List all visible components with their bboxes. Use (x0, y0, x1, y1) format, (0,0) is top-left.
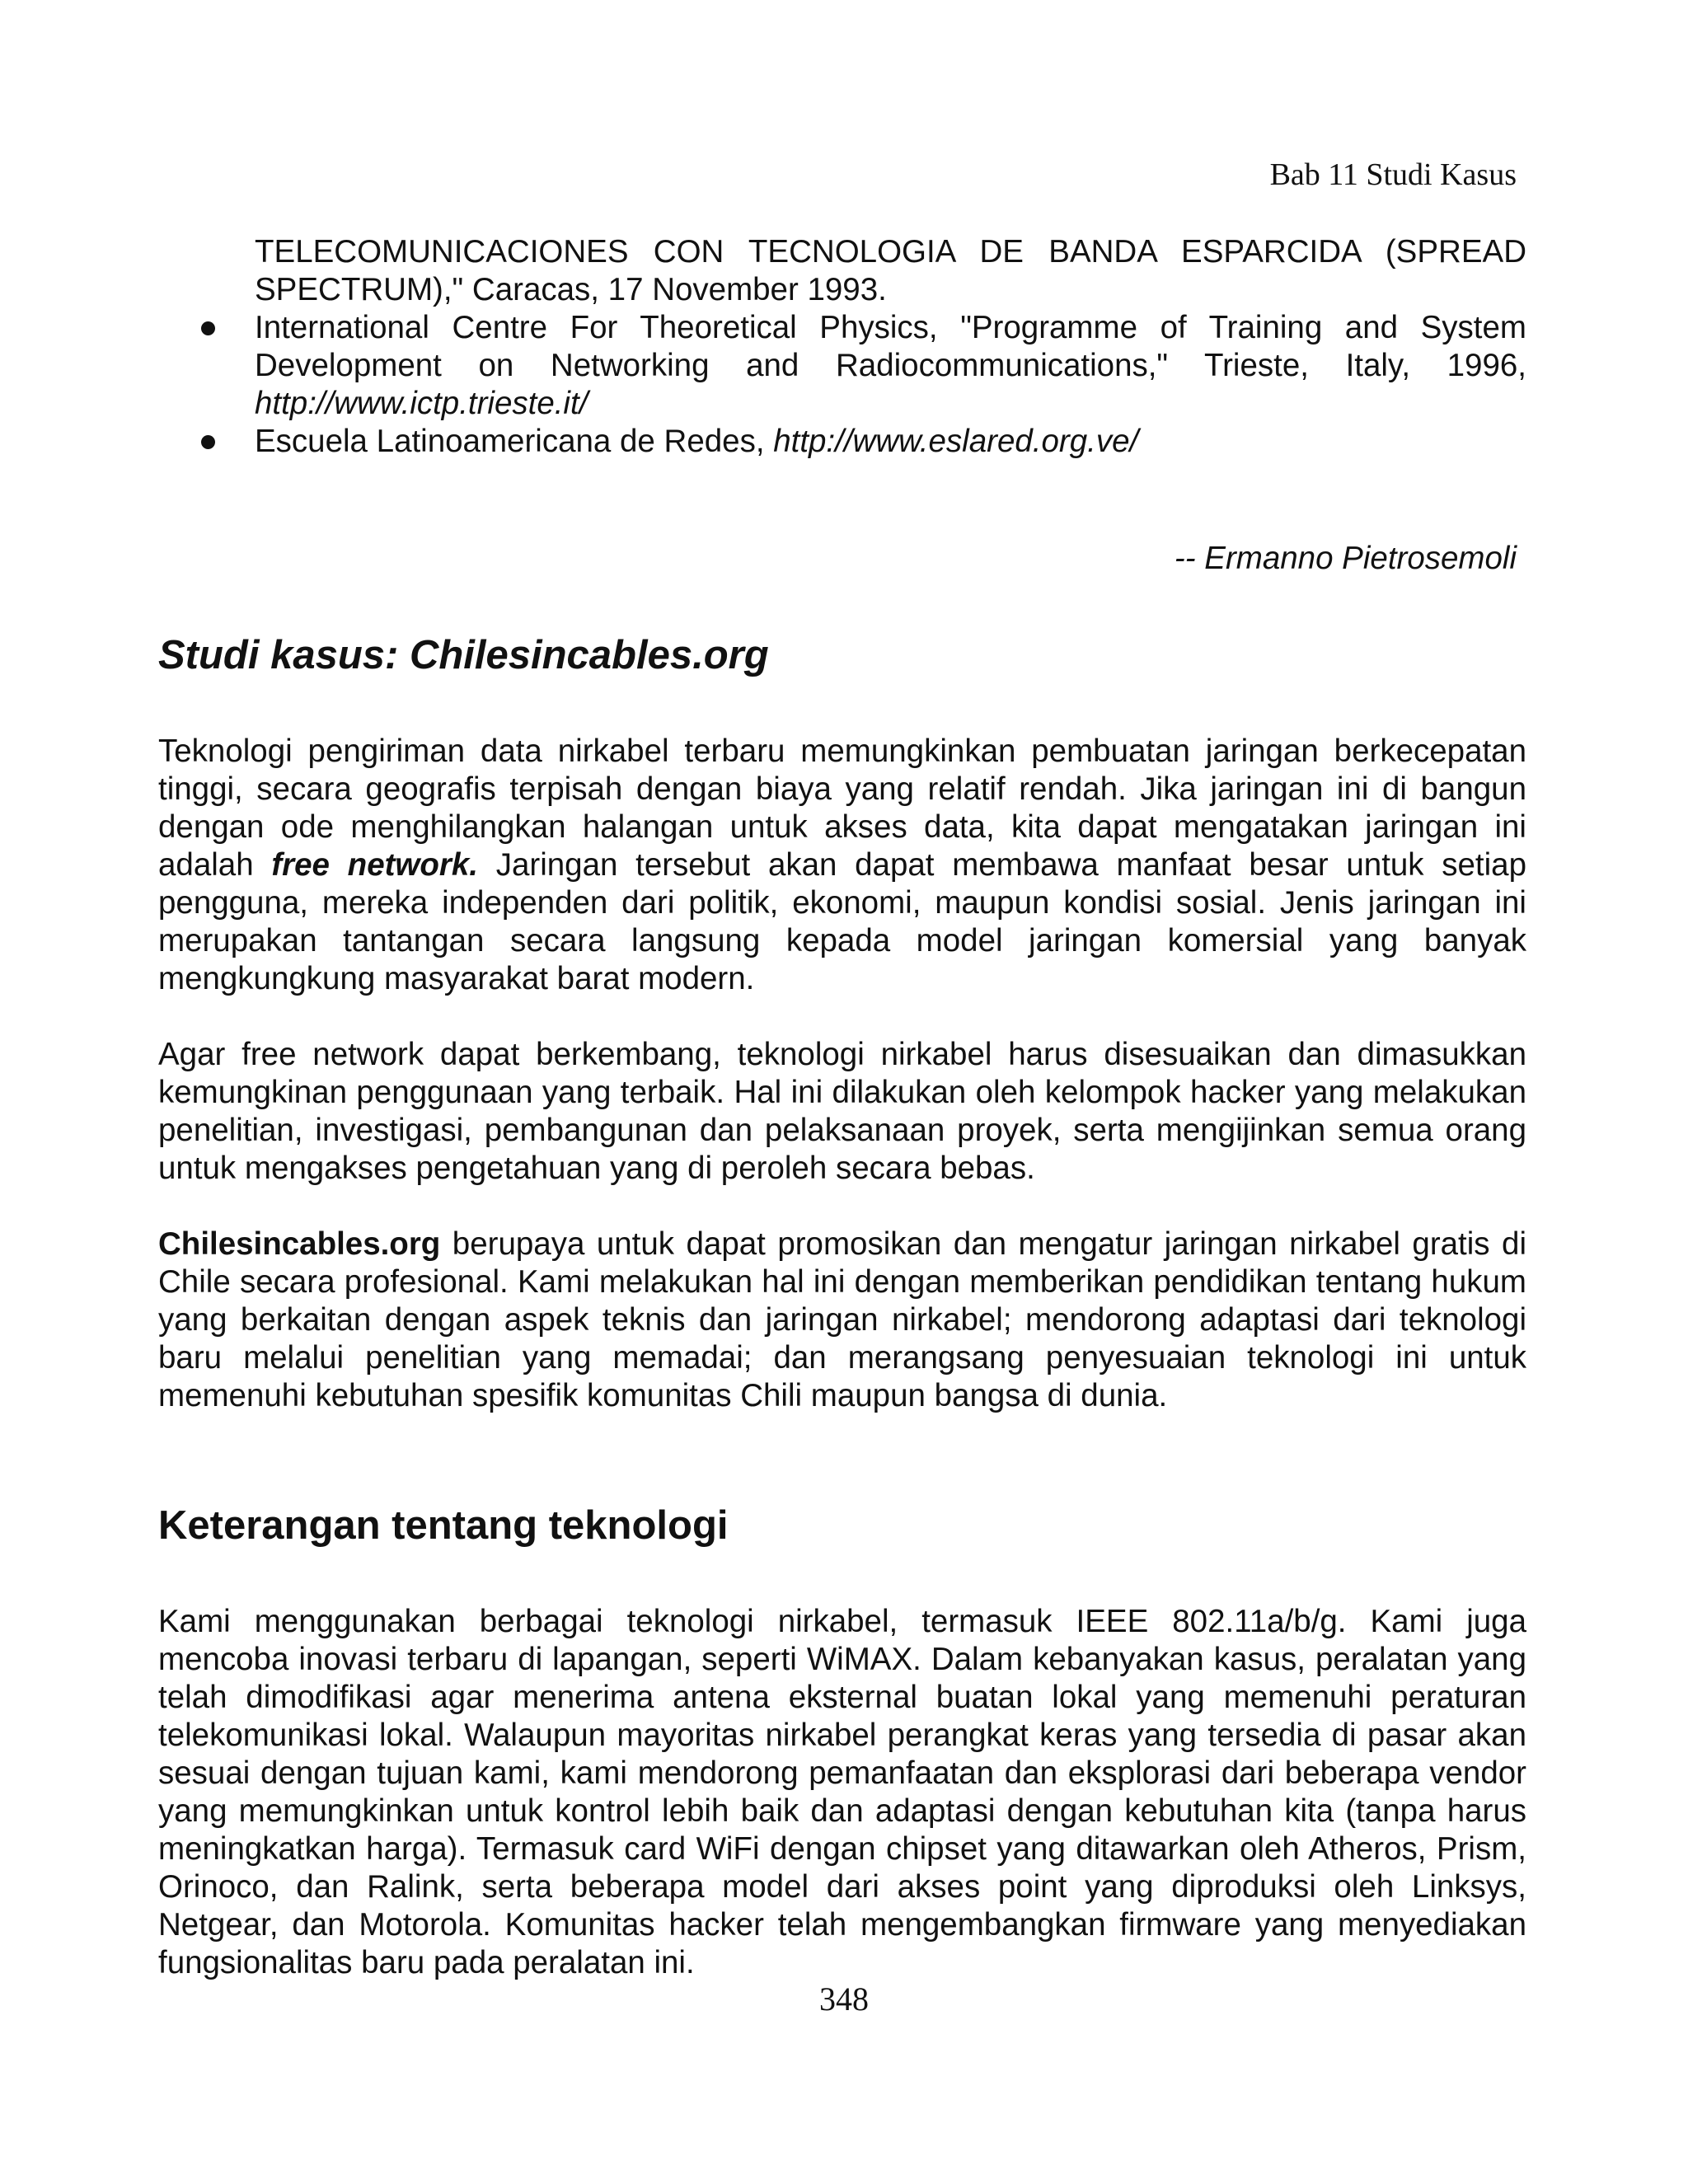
paragraph-text: Teknologi pengiriman data nirkabel terbaru memungkinkan pembuatan jaringan berkecepatan tinggi, secara geografis terpisah dengan biaya yang relatif rendah. Jika jaringan ini di bangun dengan ode menghilangkan halangan untuk akses data, kita dapat mengatakan jaringan ini adalah (158, 733, 1526, 883)
paragraph-text: Jaringan tersebut akan dapat membawa manfaat besar untuk setiap pengguna, mereka independen dari politik, ekonomi, maupun kondisi sosial. Jenis jaringan ini merupakan tantangan secara langsung kepada model jaringan komersial yang banyak mengkungkung masyarakat barat modern. (158, 847, 1527, 996)
paragraph: Kami menggunakan berbagai teknologi nirkabel, termasuk IEEE 802.11a/b/g. Kami juga mencoba inovasi terbaru di lapangan, seperti WiMAX. Dalam kebanyakan kasus, peralatan yang telah dimodifikasi agar menerima antena eksternal buatan lokal yang memenuhi peraturan telekomunikasi lokal. Walaupun mayoritas nirkabel perangkat keras yang tersedia di pasar akan sesuai dengan tujuan kami, kami mendorong pemanfaatan dan eksplorasi dari beberapa vendor yang memungkinkan untuk kontrol lebih baik dan adaptasi dengan kebutuhan kita (tanpa harus meningkatkan harga). Termasuk card WiFi dengan chipset yang ditawarkan oleh Atheros, Prism, Orinoco, dan Ralink, serta beberapa model dari akses point yang diproduksi oleh Linksys, Netgear, dan Motorola. Komunitas hacker telah mengembangkan firmware yang menyediakan fungsionalitas baru pada peralatan ini. (158, 1604, 1526, 1980)
reference-list (158, 309, 1526, 461)
paragraph (158, 1226, 1526, 1415)
section-title: Studi kasus: Chilesincables.org (158, 633, 769, 677)
org-name: Chilesincables.org (158, 1226, 441, 1262)
author-signature: -- Ermanno Pietrosemoli (1174, 541, 1517, 576)
reference-text: Escuela Latinoamericana de Redes, (255, 424, 774, 459)
reference-link[interactable]: http://www.ictp.trieste.it/ (255, 386, 588, 421)
reference-text: International Centre For Theoretical Physics, "Programme of Training and System Development on Networking and Radiocommunications," Trieste, Italy, 1996, (255, 310, 1526, 383)
reference-item (158, 309, 1526, 423)
emphasis-text: free network. (271, 847, 478, 883)
bullet-icon (201, 435, 215, 449)
bullet-icon (201, 321, 215, 335)
reference-item (158, 423, 1526, 461)
paragraph-text: berupaya untuk dapat promosikan dan mengatur jaringan nirkabel gratis di Chile secara profesional. Kami melakukan hal ini dengan memberikan pendidikan tentang hukum yang berkaitan dengan aspek teknis dan jaringan nirkabel; mendorong adaptasi dari teknologi baru melalui penelitian yang memadai; dan merangsang penyesuaian teknologi ini untuk memenuhi kebutuhan spesifik komunitas Chili maupun bangsa di dunia. (158, 1226, 1526, 1413)
section-title: Keterangan tentang teknologi (158, 1503, 729, 1548)
paragraph: Agar free network dapat berkembang, teknologi nirkabel harus disesuaikan dan dimasukkan kemungkinan penggunaan yang terbaik. Hal ini dilakukan oleh kelompok hacker yang melakukan penelitian, investigasi, pembangunan dan pelaksanaan proyek, serta mengijinkan semua orang untuk mengakses pengetahuan yang di peroleh secara bebas. (158, 1037, 1526, 1186)
running-header: Bab 11 Studi Kasus (1269, 157, 1517, 192)
page-body (158, 233, 1526, 1982)
reference-link[interactable]: http://www.eslared.org.ve/ (773, 424, 1139, 459)
page-number: 348 (819, 1980, 869, 2018)
paragraph (158, 733, 1526, 998)
reference-continuation: TELECOMUNICACIONES CON TECNOLOGIA DE BANDA ESPARCIDA (SPREAD SPECTRUM)," Caracas, 17 November 1993. (255, 234, 1526, 307)
